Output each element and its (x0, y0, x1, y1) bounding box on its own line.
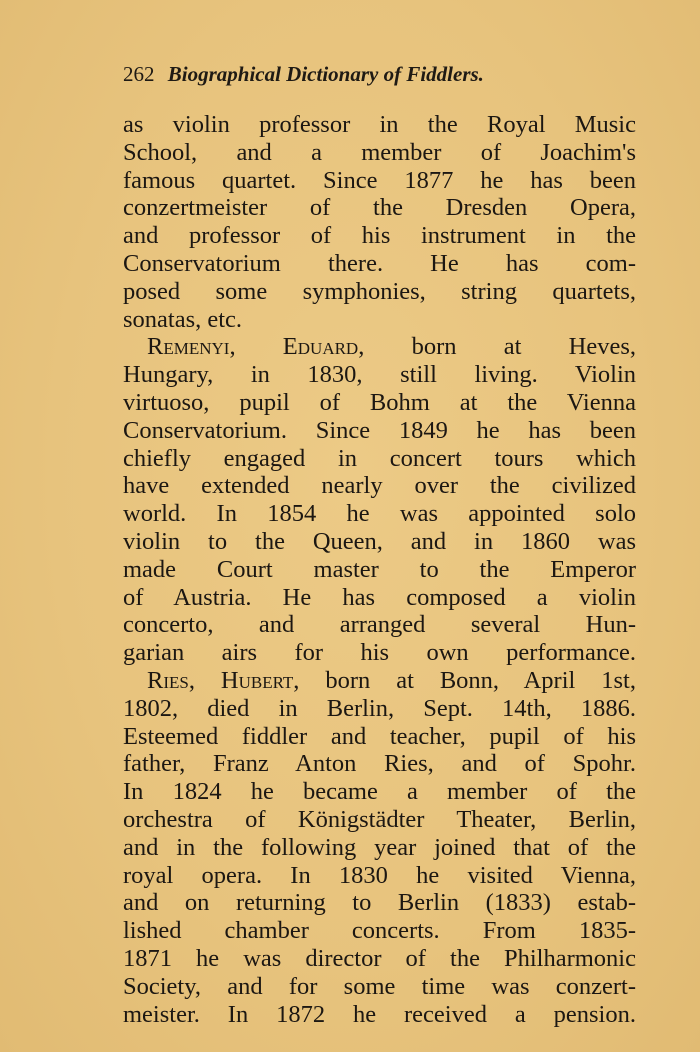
line-text: lished chamber concerts. From 1835- (123, 917, 636, 945)
line-text: born at Bonn, April 1st, (299, 666, 636, 694)
text-line (123, 889, 636, 917)
line-text: School, and a member of Joachim's (123, 138, 636, 166)
text-line (123, 528, 636, 556)
line-text: Esteemed fiddler and teacher, pupil of his (123, 722, 636, 750)
page-number: 262 (123, 62, 155, 86)
running-header (123, 62, 484, 87)
line-text: virtuoso, pupil of Bohm at the Vienna (123, 388, 636, 416)
text-line (123, 306, 636, 334)
text-line (123, 139, 636, 167)
line-text: famous quartet. Since 1877 he has been (123, 166, 636, 194)
entry-headword: Ries, Hubert, (147, 666, 300, 694)
text-line (123, 750, 636, 778)
text-line (123, 806, 636, 834)
text-line (123, 945, 636, 973)
line-text: In 1824 he became a member of the (123, 778, 636, 806)
line-text: Conservatorium there. He has com- (123, 249, 636, 277)
line-text: of Austria. He has composed a violin (123, 583, 636, 611)
text-line (123, 1001, 636, 1029)
text-line (123, 278, 636, 306)
line-text: conzertmeister of the Dresden Opera, (123, 194, 636, 222)
line-text: and on returning to Berlin (1833) estab- (123, 889, 636, 917)
text-line (123, 639, 636, 667)
line-text: and in the following year joined that of the (123, 833, 636, 861)
text-line (123, 611, 636, 639)
text-line (123, 695, 636, 723)
line-text: posed some symphonies, string quartets, (123, 277, 636, 305)
text-line (123, 389, 636, 417)
line-text: and professor of his instrument in the (123, 222, 636, 250)
text-line (123, 194, 636, 222)
text-line (123, 500, 636, 528)
line-text: violin to the Queen, and in 1860 was (123, 527, 636, 555)
text-line (123, 445, 636, 473)
text-line (123, 417, 636, 445)
line-text: Conservatorium. Since 1849 he has been (123, 416, 636, 444)
line-text: meister. In 1872 he received a pension. (123, 1000, 636, 1028)
text-line (123, 250, 636, 278)
line-text: Society, and for some time was conzert- (123, 972, 636, 1000)
line-text: have extended nearly over the civilized (123, 472, 636, 500)
text-line (123, 472, 636, 500)
text-line (123, 556, 636, 584)
entry-first-line (123, 333, 636, 361)
entry-headword: Remenyi, Eduard, (147, 333, 365, 361)
text-line (123, 862, 636, 890)
line-text: 1871 he was director of the Philharmonic (123, 944, 636, 972)
body-text (123, 111, 636, 1028)
text-line (123, 973, 636, 1001)
line-text: born at Heves, (364, 333, 636, 361)
line-text: made Court master to the Emperor (123, 555, 636, 583)
text-line (123, 584, 636, 612)
running-title: Biographical Dictionary of Fiddlers. (167, 62, 484, 86)
text-line (123, 111, 636, 139)
entry-first-line (123, 667, 636, 695)
text-line (123, 834, 636, 862)
line-text: garian airs for his own performance. (123, 639, 636, 667)
line-text: world. In 1854 he was appointed solo (123, 500, 636, 528)
line-text: Hungary, in 1830, still living. Violin (123, 361, 636, 389)
line-text: father, Franz Anton Ries, and of Spohr. (123, 750, 636, 778)
line-text: sonatas, etc. (123, 305, 243, 333)
text-line (123, 917, 636, 945)
line-text: orchestra of Königstädter Theater, Berlin, (123, 805, 636, 833)
line-text: 1802, died in Berlin, Sept. 14th, 1886. (123, 694, 636, 722)
text-line (123, 361, 636, 389)
text-line (123, 778, 636, 806)
line-text: as violin professor in the Royal Music (123, 111, 636, 138)
text-line (123, 723, 636, 751)
text-line (123, 167, 636, 195)
line-text: concerto, and arranged several Hun- (123, 611, 636, 639)
line-text: chiefly engaged in concert tours which (123, 444, 636, 472)
line-text: royal opera. In 1830 he visited Vienna, (123, 861, 636, 889)
text-line (123, 222, 636, 250)
